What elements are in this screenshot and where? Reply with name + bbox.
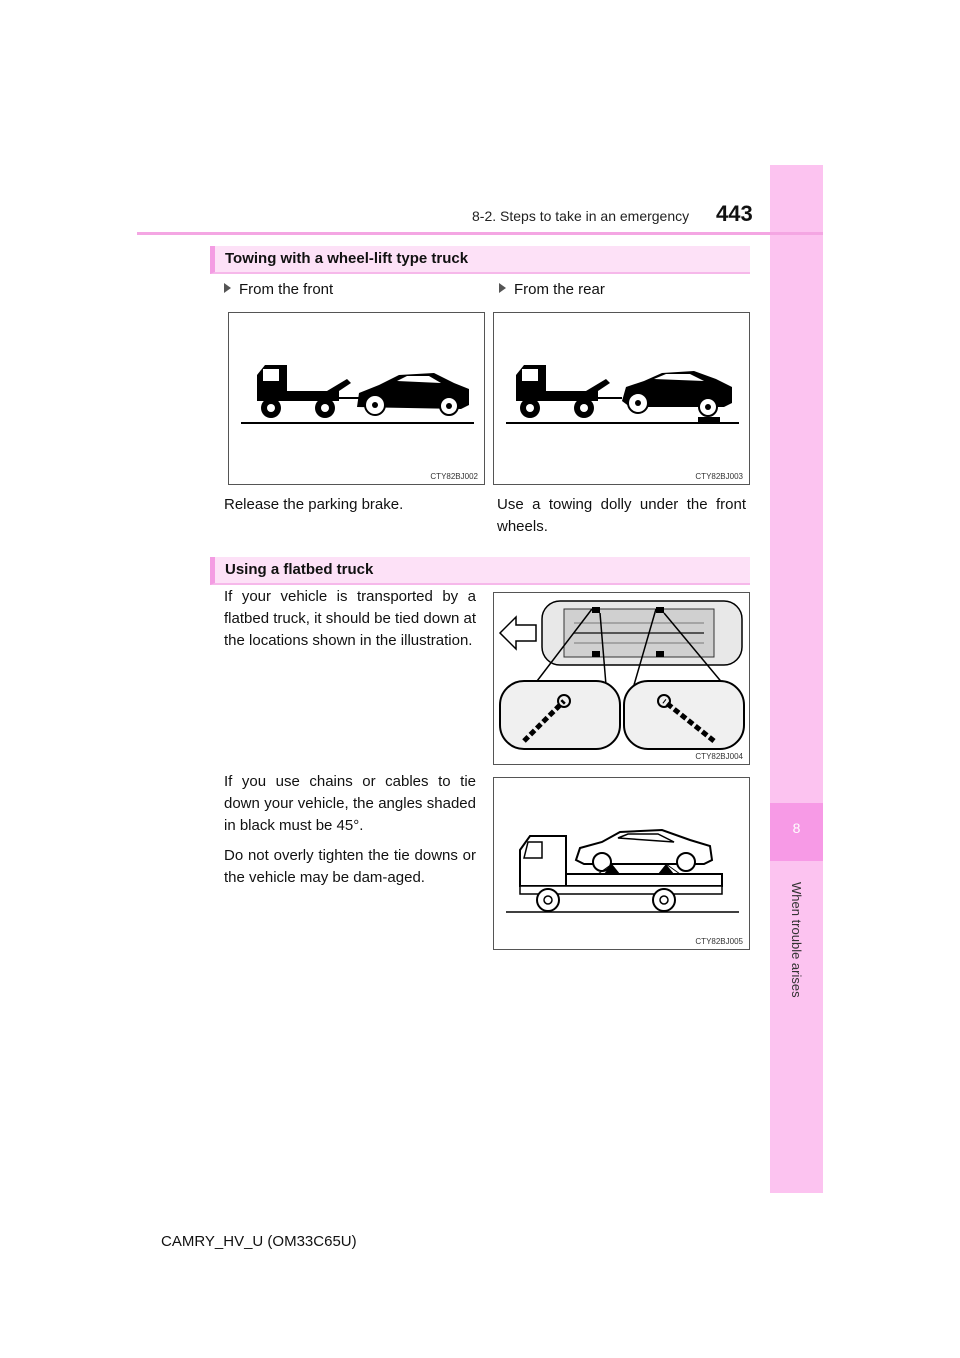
section-title: 8-2. Steps to take in an emergency: [472, 208, 690, 224]
bullet-arrow-icon: [499, 283, 506, 293]
tie-down-locations-figure: [493, 592, 750, 765]
flatbed-para-1: If your vehicle is transported by a flatbed truck, it should be tied down at the locations shown in the illustration.: [224, 588, 476, 649]
front-tow-figure: [228, 312, 485, 485]
chapter-side-tab: [770, 165, 823, 1193]
rear-tow-figure: [493, 312, 750, 485]
wheel-lift-heading: Towing with a wheel-lift type truck: [210, 246, 750, 274]
front-label-text: From the front: [239, 281, 334, 298]
flatbed-truck-figure: [493, 777, 750, 950]
chapter-number: 8: [792, 820, 801, 836]
page-number: 443: [716, 201, 753, 226]
figure-code: CTY82BJ005: [695, 937, 743, 946]
footer-model: CAMRY_HV_U (OM33C65U): [161, 1233, 357, 1250]
flatbed-para-2: If you use chains or cables to tie down your vehicle, the angles shaded in black must be 45°.: [224, 773, 476, 834]
rear-caption: Use a towing dolly under the front wheels.: [497, 496, 746, 535]
flatbed-truck-illustration: [494, 778, 749, 949]
flatbed-heading: Using a flatbed truck: [210, 557, 750, 585]
figure-code: CTY82BJ004: [695, 752, 743, 761]
tow-truck-rear-illustration: [494, 313, 749, 484]
figure-code: CTY82BJ003: [695, 472, 743, 481]
flatbed-para-3: Do not overly tighten the tie downs or the vehicle may be dam-aged.: [224, 847, 476, 886]
rear-label: [499, 281, 605, 298]
bullet-arrow-icon: [224, 283, 231, 293]
chapter-title: When trouble arises: [789, 882, 804, 998]
front-caption: Release the parking brake.: [224, 496, 404, 513]
header-rule: [137, 232, 823, 235]
tow-truck-front-illustration: [229, 313, 484, 484]
figure-code: CTY82BJ002: [430, 472, 478, 481]
rear-label-text: From the rear: [514, 281, 605, 298]
front-label: [224, 281, 333, 298]
underbody-tie-down-illustration: [494, 593, 749, 764]
